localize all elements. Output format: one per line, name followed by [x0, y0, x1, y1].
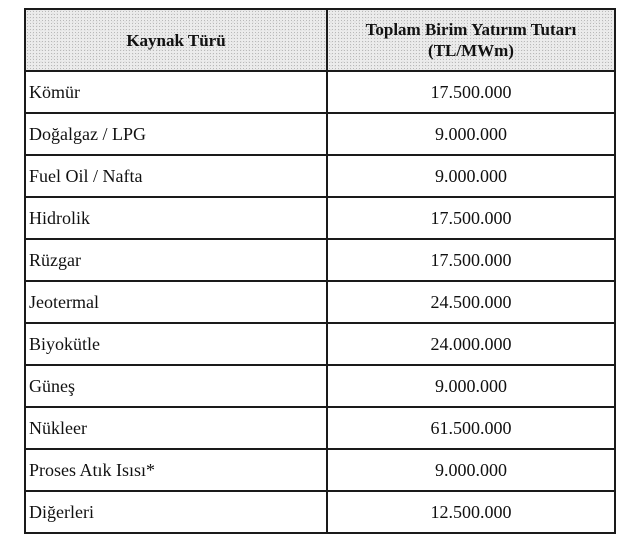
- investment-table: [24, 8, 616, 534]
- table-row: [25, 407, 615, 449]
- source-cell: Proses Atık Isısı*: [25, 449, 327, 491]
- amount-cell: 24.000.000: [327, 323, 615, 365]
- source-cell: Hidrolik: [25, 197, 327, 239]
- table-row: [25, 449, 615, 491]
- amount-cell: 17.500.000: [327, 71, 615, 113]
- source-cell: Fuel Oil / Nafta: [25, 155, 327, 197]
- header-row: [25, 9, 615, 71]
- source-cell: Kömür: [25, 71, 327, 113]
- table-body: [25, 71, 615, 533]
- header-source-type-label: Kaynak Türü: [126, 30, 226, 50]
- source-cell: Jeotermal: [25, 281, 327, 323]
- amount-cell: 17.500.000: [327, 239, 615, 281]
- table-row: [25, 71, 615, 113]
- amount-cell: 9.000.000: [327, 365, 615, 407]
- source-cell: Güneş: [25, 365, 327, 407]
- amount-cell: 12.500.000: [327, 491, 615, 533]
- source-cell: Diğerleri: [25, 491, 327, 533]
- amount-cell: 17.500.000: [327, 197, 615, 239]
- amount-cell: 9.000.000: [327, 449, 615, 491]
- header-investment-unit: (TL/MWm): [428, 41, 514, 60]
- table-row: [25, 239, 615, 281]
- investment-table-container: [24, 8, 614, 534]
- header-investment-label: Toplam Birim Yatırım Tutarı: [365, 20, 577, 39]
- table-row: [25, 323, 615, 365]
- source-cell: Rüzgar: [25, 239, 327, 281]
- amount-cell: 24.500.000: [327, 281, 615, 323]
- header-investment-amount: [327, 9, 615, 71]
- table-row: [25, 491, 615, 533]
- table-row: [25, 197, 615, 239]
- amount-cell: 9.000.000: [327, 155, 615, 197]
- header-source-type: [25, 9, 327, 71]
- table-row: [25, 113, 615, 155]
- source-cell: Biyokütle: [25, 323, 327, 365]
- table-row: [25, 155, 615, 197]
- source-cell: Doğalgaz / LPG: [25, 113, 327, 155]
- table-row: [25, 281, 615, 323]
- source-cell: Nükleer: [25, 407, 327, 449]
- table-row: [25, 365, 615, 407]
- amount-cell: 9.000.000: [327, 113, 615, 155]
- table-header: [25, 9, 615, 71]
- amount-cell: 61.500.000: [327, 407, 615, 449]
